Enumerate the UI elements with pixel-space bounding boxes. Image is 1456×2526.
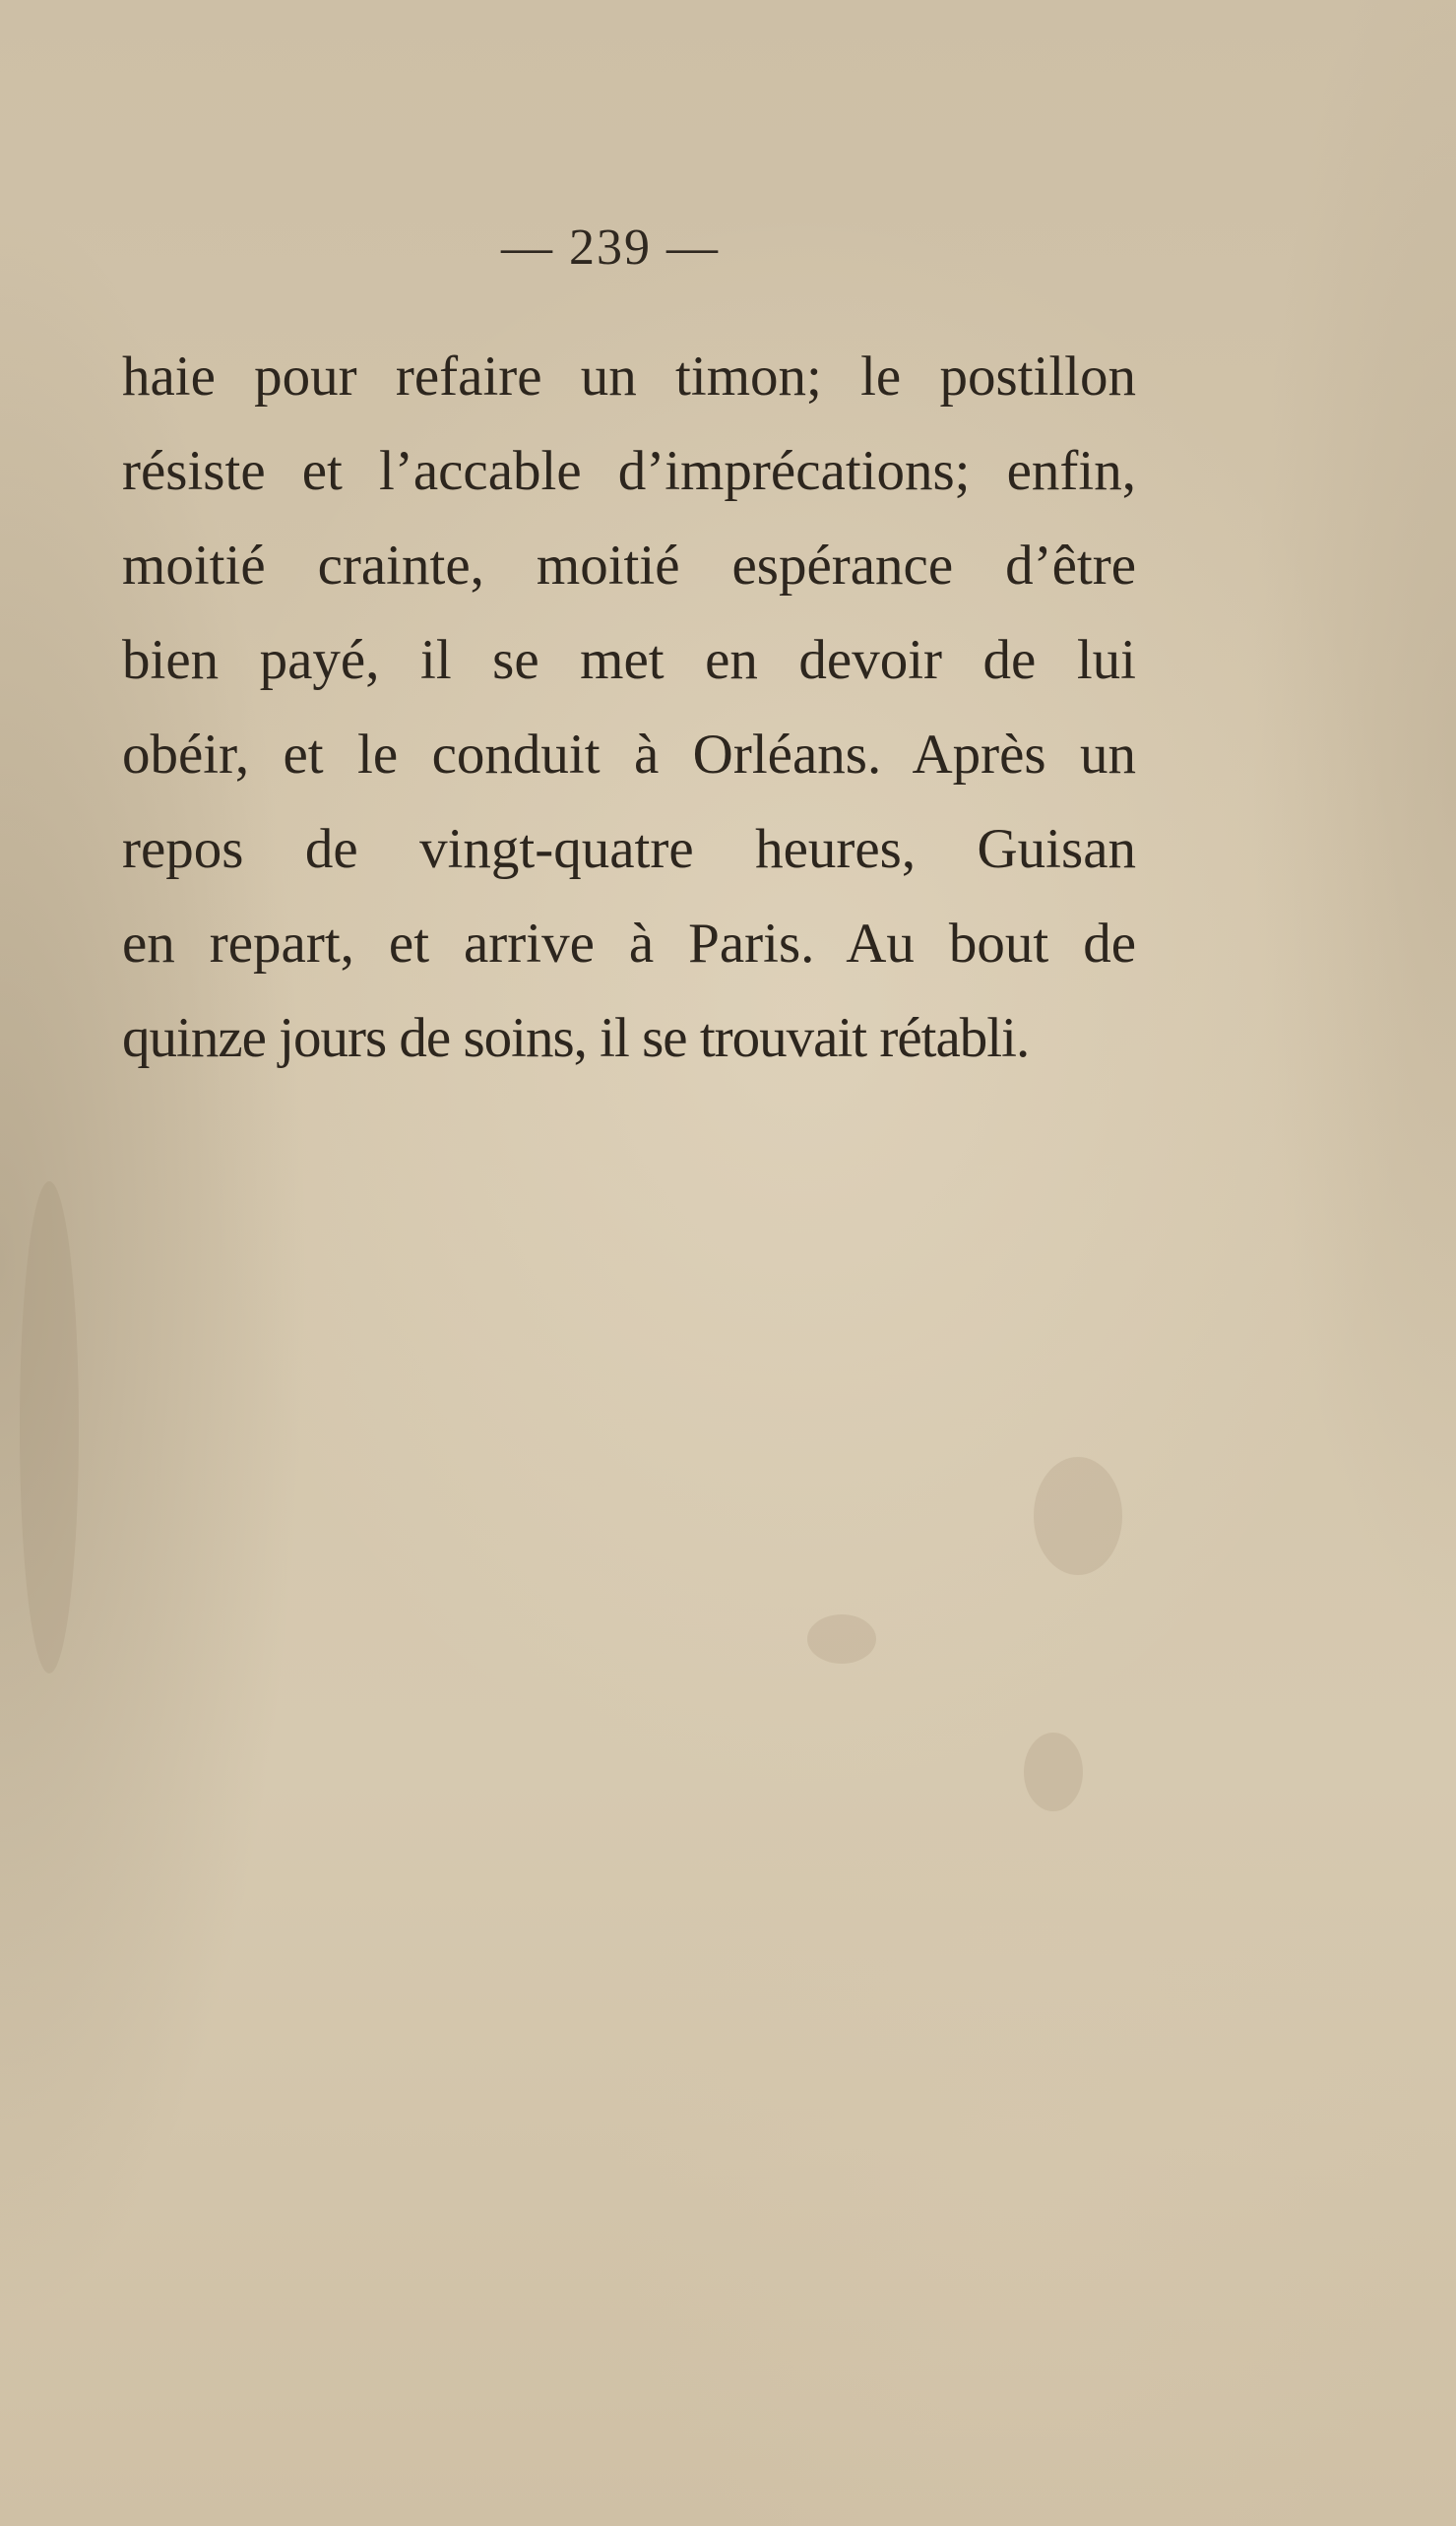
paper-stain — [807, 1614, 876, 1664]
text-line: obéir, et le conduit à Orléans. Après un — [122, 724, 1136, 786]
paper-stain — [1024, 1733, 1083, 1811]
paper-stain — [20, 1181, 79, 1673]
body-text — [122, 330, 1136, 1086]
text-line: résiste et l’accable d’imprécations; enfin, — [122, 440, 1136, 502]
page-number: — 239 — — [501, 220, 720, 276]
text-line-last: quinze jours de soins, il se trouvait rétabli. — [122, 1007, 1030, 1069]
text-line: moitié crainte, moitié espérance d’être — [122, 535, 1136, 597]
text-line: bien payé, il se met en devoir de lui — [122, 629, 1136, 691]
text-line: repos de vingt-quatre heures, Guisan — [122, 818, 1136, 880]
paper-stain — [1034, 1457, 1122, 1575]
text-line: en repart, et arrive à Paris. Au bout de — [122, 913, 1136, 975]
text-line: haie pour refaire un timon; le postillon — [122, 346, 1136, 408]
